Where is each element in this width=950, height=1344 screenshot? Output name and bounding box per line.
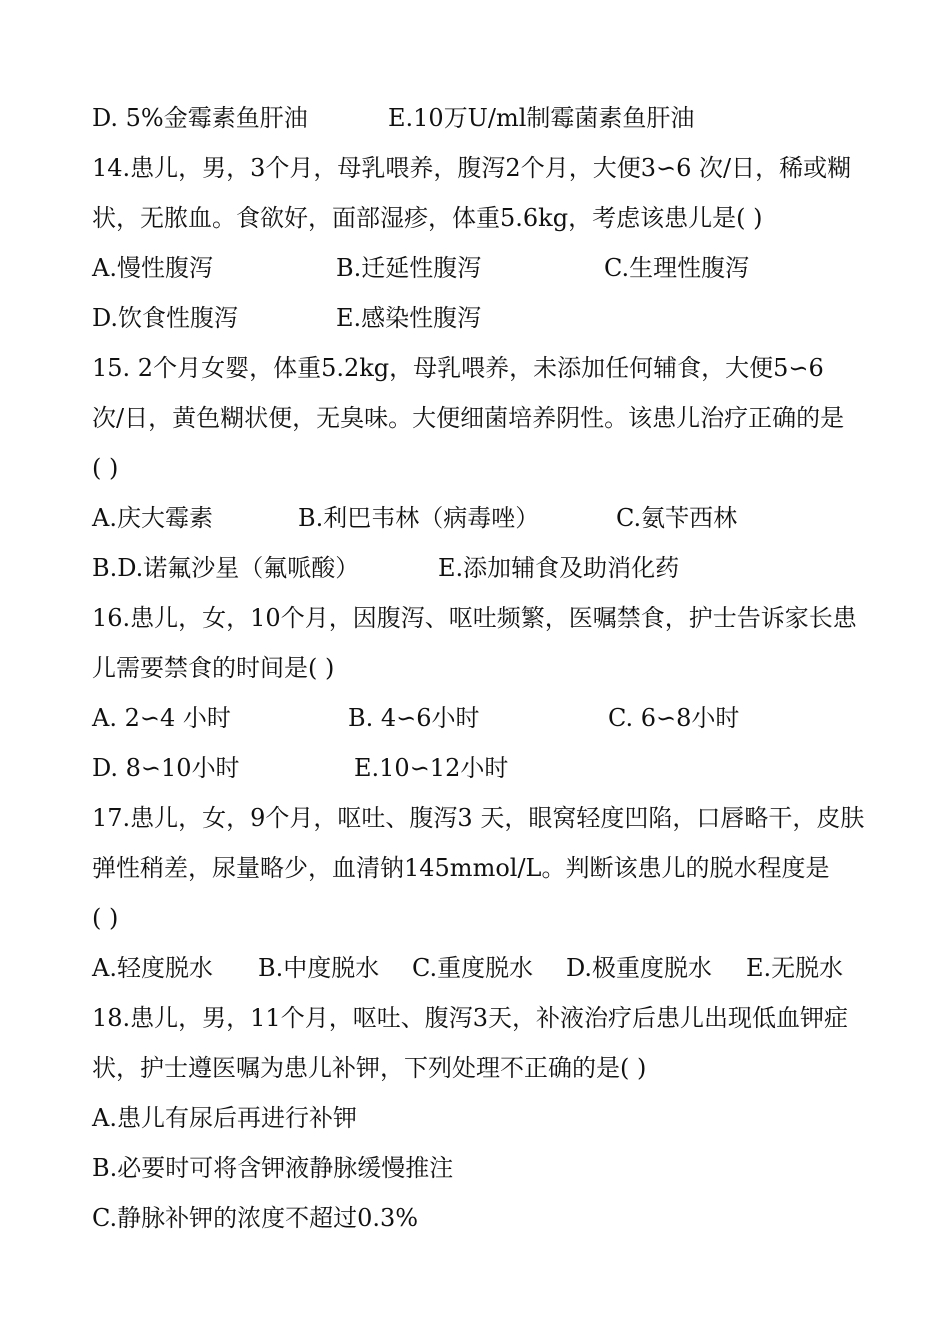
q16-stem-line1 <box>92 602 857 634</box>
q14-option-a: A.慢性腹泻 <box>92 254 213 282</box>
q14-option-e: E.感染性腹泻 <box>336 304 482 332</box>
q15-stem-text3: ( ) <box>92 454 119 482</box>
q17-stem-line1 <box>92 802 865 834</box>
q18-stem-line2 <box>92 1052 647 1084</box>
q16-stem-line2 <box>92 652 335 684</box>
q18-stem-text1: 18.患儿，男，11个月，呕吐、腹泻3天，补液治疗后患儿出现低血钾症 <box>92 1004 848 1032</box>
q16-option-e: E.10∽12小时 <box>354 754 509 782</box>
q14-stem-line1 <box>92 152 852 184</box>
q14-options-row1 <box>92 252 750 284</box>
q15-option-e: E.添加辅食及助消化药 <box>438 554 680 582</box>
q18-option-b: B.必要时可将含钾液静脉缓慢推注 <box>92 1154 454 1182</box>
q14-option-c: C.生理性腹泻 <box>604 254 750 282</box>
q14-stem-line2 <box>92 202 763 234</box>
q17-options-row <box>92 952 844 984</box>
q17-stem-text3: ( ) <box>92 904 119 932</box>
q18-option-c-row <box>92 1202 419 1234</box>
q17-stem-line2 <box>92 852 830 884</box>
q16-stem-text2: 儿需要禁食的时间是( ) <box>92 654 335 682</box>
q13-options-row <box>92 102 695 134</box>
q15-options-row1 <box>92 502 738 534</box>
q15-stem-text1: 15. 2个月女婴，体重5.2kg，母乳喂养，未添加任何辅食，大便5∽6 <box>92 354 824 382</box>
q13-option-e: E.10万U/ml制霉菌素鱼肝油 <box>388 104 695 132</box>
q16-stem-text1: 16.患儿，女，10个月，因腹泻、呕吐频繁，医嘱禁食，护士告诉家长患 <box>92 604 857 632</box>
q16-option-a: A. 2∽4 小时 <box>92 704 231 732</box>
q15-option-d: B.D.诺氟沙星（氟哌酸） <box>92 554 360 582</box>
q14-stem-text1: 14.患儿，男，3个月，母乳喂养，腹泻2个月，大便3∽6 次/日，稀或糊 <box>92 154 852 182</box>
q16-option-b: B. 4∽6小时 <box>348 704 480 732</box>
q14-options-row2 <box>92 302 482 334</box>
q15-stem-text2: 次/日，黄色糊状便，无臭味。大便细菌培养阴性。该患儿治疗正确的是 <box>92 404 845 432</box>
q17-option-b: B.中度脱水 <box>258 954 380 982</box>
q16-options-row2 <box>92 752 509 784</box>
q13-option-d: D. 5%金霉素鱼肝油 <box>92 104 308 132</box>
q16-option-d: D. 8∽10小时 <box>92 754 240 782</box>
q17-option-e: E.无脱水 <box>746 954 844 982</box>
q15-option-b: B.利巴韦林（病毒唑） <box>298 504 540 532</box>
q14-stem-text2: 状，无脓血。食欲好，面部湿疹，体重5.6kg，考虑该患儿是( ) <box>92 204 763 232</box>
q15-stem-line3 <box>92 452 123 484</box>
q18-option-c: C.静脉补钾的浓度不超过0.3% <box>92 1204 419 1232</box>
q15-stem-line1 <box>92 352 824 384</box>
q15-option-c: C.氨苄西林 <box>616 504 738 532</box>
q18-stem-text2: 状，护士遵医嘱为患儿补钾，下列处理不正确的是( ) <box>92 1054 647 1082</box>
q14-option-d: D.饮食性腹泻 <box>92 304 239 332</box>
q14-option-b: B.迁延性腹泻 <box>336 254 482 282</box>
q18-option-a-row <box>92 1102 357 1134</box>
q17-stem-line3 <box>92 902 123 934</box>
q15-options-row2 <box>92 552 680 584</box>
q16-option-c: C. 6∽8小时 <box>608 704 740 732</box>
q17-stem-text1: 17.患儿，女，9个月，呕吐、腹泻3 天，眼窝轻度凹陷，口唇略干，皮肤 <box>92 804 865 832</box>
q18-option-b-row <box>92 1152 454 1184</box>
q17-option-c: C.重度脱水 <box>412 954 534 982</box>
q17-option-a: A.轻度脱水 <box>92 954 213 982</box>
q15-option-a: A.庆大霉素 <box>92 504 213 532</box>
q17-stem-text2: 弹性稍差，尿量略少，血清钠145mmol/L。判断该患儿的脱水程度是 <box>92 854 830 882</box>
q16-options-row1 <box>92 702 740 734</box>
q17-option-d: D.极重度脱水 <box>566 954 713 982</box>
q18-stem-line1 <box>92 1002 848 1034</box>
q18-option-a: A.患儿有尿后再进行补钾 <box>92 1104 357 1132</box>
q15-stem-line2 <box>92 402 845 434</box>
